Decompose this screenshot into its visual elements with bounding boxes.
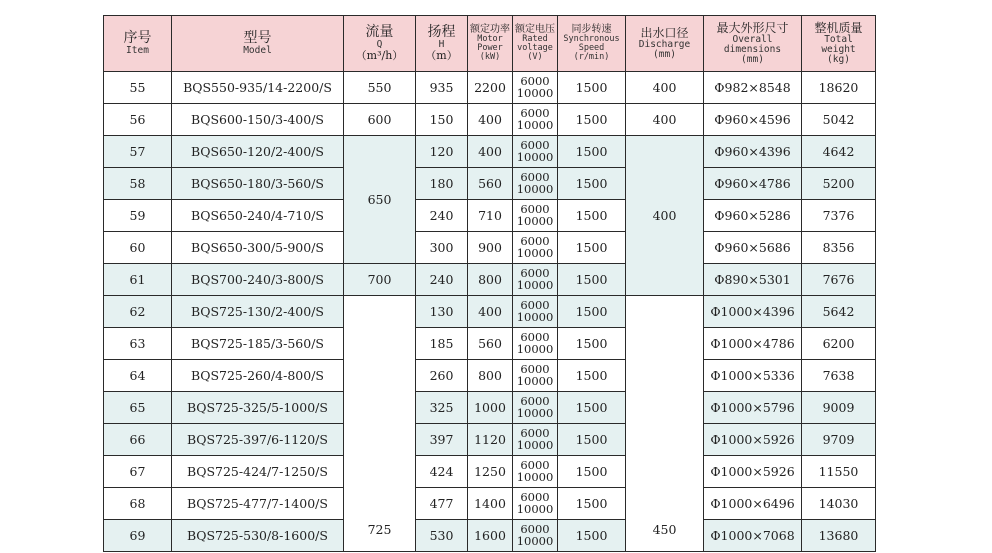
cell-discharge-merged xyxy=(626,296,704,552)
cell-flow-merged: 650 xyxy=(344,136,416,264)
voltage-1: 6000 xyxy=(520,457,550,472)
cell-flow-merged xyxy=(344,296,416,552)
voltage-2: 10000 xyxy=(516,309,554,324)
cell-model: BQS700-240/3-800/S xyxy=(172,264,344,296)
cell-weight: 4642 xyxy=(802,136,876,168)
cell-speed: 1500 xyxy=(558,168,626,200)
header-item: 序号 Item xyxy=(104,16,172,72)
table-row xyxy=(104,232,876,264)
cell-voltage xyxy=(513,488,558,520)
cell-dimensions: Φ1000×5926 xyxy=(704,456,802,488)
cell-item: 58 xyxy=(104,168,172,200)
cell-power: 800 xyxy=(468,264,513,296)
cell-head: 325 xyxy=(416,392,468,424)
cell-head: 240 xyxy=(416,200,468,232)
table-row xyxy=(104,296,876,328)
cell-speed: 1500 xyxy=(558,104,626,136)
cell-power: 400 xyxy=(468,104,513,136)
cell-item: 59 xyxy=(104,200,172,232)
cell-item: 65 xyxy=(104,392,172,424)
pump-spec-table xyxy=(103,15,876,552)
cell-voltage xyxy=(513,264,558,296)
cell-flow: 550 xyxy=(344,72,416,104)
cell-dimensions: Φ1000×5796 xyxy=(704,392,802,424)
cell-dimensions: Φ960×4786 xyxy=(704,168,802,200)
cell-weight: 7376 xyxy=(802,200,876,232)
cell-voltage xyxy=(513,520,558,552)
cell-weight: 5642 xyxy=(802,296,876,328)
cell-power: 1120 xyxy=(468,424,513,456)
cell-model: BQS725-424/7-1250/S xyxy=(172,456,344,488)
voltage-2: 10000 xyxy=(516,373,554,388)
cell-speed: 1500 xyxy=(558,520,626,552)
voltage-2: 10000 xyxy=(516,245,554,260)
table-row xyxy=(104,392,876,424)
cell-speed: 1500 xyxy=(558,296,626,328)
cell-speed: 1500 xyxy=(558,424,626,456)
table-row xyxy=(104,424,876,456)
cell-voltage xyxy=(513,104,558,136)
voltage-2: 10000 xyxy=(516,117,554,132)
cell-power: 400 xyxy=(468,296,513,328)
cell-item: 60 xyxy=(104,232,172,264)
cell-power: 1250 xyxy=(468,456,513,488)
cell-weight: 5042 xyxy=(802,104,876,136)
voltage-1: 6000 xyxy=(520,393,550,408)
cell-dimensions: Φ1000×6496 xyxy=(704,488,802,520)
cell-power: 2200 xyxy=(468,72,513,104)
cell-model: BQS600-150/3-400/S xyxy=(172,104,344,136)
cell-item: 61 xyxy=(104,264,172,296)
voltage-1: 6000 xyxy=(520,265,550,280)
header-speed: 同步转速 Synchronous Speed (r/min) xyxy=(558,16,626,72)
table-row xyxy=(104,136,876,168)
cell-voltage xyxy=(513,360,558,392)
header-head: 扬程 H （m） xyxy=(416,16,468,72)
cell-model: BQS725-260/4-800/S xyxy=(172,360,344,392)
cell-model: BQS650-180/3-560/S xyxy=(172,168,344,200)
flow-725-value: 725 xyxy=(367,522,392,537)
cell-flow: 700 xyxy=(344,264,416,296)
table-row xyxy=(104,328,876,360)
cell-discharge: 400 xyxy=(626,104,704,136)
cell-dimensions: Φ960×4396 xyxy=(704,136,802,168)
cell-weight: 7676 xyxy=(802,264,876,296)
cell-model: BQS725-530/8-1600/S xyxy=(172,520,344,552)
cell-item: 57 xyxy=(104,136,172,168)
cell-dimensions: Φ960×5286 xyxy=(704,200,802,232)
cell-dimensions: Φ1000×5336 xyxy=(704,360,802,392)
cell-item: 55 xyxy=(104,72,172,104)
cell-voltage xyxy=(513,232,558,264)
cell-power: 900 xyxy=(468,232,513,264)
cell-speed: 1500 xyxy=(558,360,626,392)
cell-item: 69 xyxy=(104,520,172,552)
cell-speed: 1500 xyxy=(558,456,626,488)
cell-power: 560 xyxy=(468,328,513,360)
cell-power: 400 xyxy=(468,136,513,168)
cell-power: 710 xyxy=(468,200,513,232)
cell-head: 397 xyxy=(416,424,468,456)
cell-weight: 5200 xyxy=(802,168,876,200)
cell-model: BQS650-300/5-900/S xyxy=(172,232,344,264)
table-row xyxy=(104,168,876,200)
cell-voltage xyxy=(513,72,558,104)
cell-weight: 6200 xyxy=(802,328,876,360)
cell-flow: 600 xyxy=(344,104,416,136)
cell-item: 68 xyxy=(104,488,172,520)
cell-weight: 9009 xyxy=(802,392,876,424)
cell-model: BQS725-477/7-1400/S xyxy=(172,488,344,520)
cell-speed: 1500 xyxy=(558,392,626,424)
cell-voltage xyxy=(513,200,558,232)
voltage-2: 10000 xyxy=(516,341,554,356)
cell-voltage xyxy=(513,168,558,200)
cell-item: 56 xyxy=(104,104,172,136)
cell-speed: 1500 xyxy=(558,232,626,264)
cell-model: BQS650-120/2-400/S xyxy=(172,136,344,168)
cell-head: 935 xyxy=(416,72,468,104)
voltage-2: 10000 xyxy=(516,469,554,484)
voltage-1: 6000 xyxy=(520,329,550,344)
voltage-2: 10000 xyxy=(516,213,554,228)
cell-power: 800 xyxy=(468,360,513,392)
cell-model: BQS725-130/2-400/S xyxy=(172,296,344,328)
voltage-2: 10000 xyxy=(516,181,554,196)
cell-item: 63 xyxy=(104,328,172,360)
cell-voltage xyxy=(513,328,558,360)
cell-speed: 1500 xyxy=(558,200,626,232)
cell-item: 67 xyxy=(104,456,172,488)
voltage-2: 10000 xyxy=(516,149,554,164)
cell-weight: 14030 xyxy=(802,488,876,520)
cell-head: 120 xyxy=(416,136,468,168)
cell-head: 180 xyxy=(416,168,468,200)
header-power: 额定功率 Motor Power (kW) xyxy=(468,16,513,72)
cell-voltage xyxy=(513,424,558,456)
table-row xyxy=(104,200,876,232)
voltage-2: 10000 xyxy=(516,437,554,452)
table-row xyxy=(104,264,876,296)
cell-model: BQS725-397/6-1120/S xyxy=(172,424,344,456)
cell-head: 260 xyxy=(416,360,468,392)
voltage-1: 6000 xyxy=(520,297,550,312)
cell-dimensions: Φ890×5301 xyxy=(704,264,802,296)
cell-power: 1400 xyxy=(468,488,513,520)
cell-dimensions: Φ1000×4396 xyxy=(704,296,802,328)
voltage-1: 6000 xyxy=(520,169,550,184)
table-row xyxy=(104,520,876,552)
table-row xyxy=(104,456,876,488)
cell-discharge-merged: 400 xyxy=(626,136,704,296)
table-header-row xyxy=(104,16,876,72)
voltage-1: 6000 xyxy=(520,521,550,536)
cell-model: BQS650-240/4-710/S xyxy=(172,200,344,232)
table-row xyxy=(104,72,876,104)
header-voltage: 额定电压 Rated voltage (V) xyxy=(513,16,558,72)
cell-speed: 1500 xyxy=(558,136,626,168)
cell-speed: 1500 xyxy=(558,488,626,520)
cell-discharge: 400 xyxy=(626,72,704,104)
cell-voltage xyxy=(513,296,558,328)
cell-head: 424 xyxy=(416,456,468,488)
header-dimensions: 最大外形尺寸 Overall dimensions (mm) xyxy=(704,16,802,72)
cell-head: 185 xyxy=(416,328,468,360)
cell-head: 477 xyxy=(416,488,468,520)
cell-model: BQS550-935/14-2200/S xyxy=(172,72,344,104)
voltage-2: 10000 xyxy=(516,85,554,100)
cell-dimensions: Φ982×8548 xyxy=(704,72,802,104)
cell-item: 62 xyxy=(104,296,172,328)
cell-head: 240 xyxy=(416,264,468,296)
cell-dimensions: Φ1000×4786 xyxy=(704,328,802,360)
cell-model: BQS725-185/3-560/S xyxy=(172,328,344,360)
cell-weight: 11550 xyxy=(802,456,876,488)
cell-weight: 13680 xyxy=(802,520,876,552)
cell-head: 130 xyxy=(416,296,468,328)
cell-dimensions: Φ960×4596 xyxy=(704,104,802,136)
voltage-1: 6000 xyxy=(520,105,550,120)
table-row xyxy=(104,360,876,392)
cell-model: BQS725-325/5-1000/S xyxy=(172,392,344,424)
cell-head: 150 xyxy=(416,104,468,136)
voltage-1: 6000 xyxy=(520,137,550,152)
cell-voltage xyxy=(513,456,558,488)
table-row xyxy=(104,488,876,520)
cell-power: 1600 xyxy=(468,520,513,552)
cell-item: 66 xyxy=(104,424,172,456)
cell-dimensions: Φ960×5686 xyxy=(704,232,802,264)
cell-voltage xyxy=(513,136,558,168)
voltage-1: 6000 xyxy=(520,489,550,504)
cell-weight: 18620 xyxy=(802,72,876,104)
cell-power: 560 xyxy=(468,168,513,200)
header-weight: 整机质量 Total weight (kg) xyxy=(802,16,876,72)
voltage-2: 10000 xyxy=(516,533,554,548)
cell-dimensions: Φ1000×5926 xyxy=(704,424,802,456)
cell-weight: 8356 xyxy=(802,232,876,264)
voltage-1: 6000 xyxy=(520,73,550,88)
cell-speed: 1500 xyxy=(558,328,626,360)
voltage-2: 10000 xyxy=(516,501,554,516)
table-row xyxy=(104,104,876,136)
cell-weight: 7638 xyxy=(802,360,876,392)
header-flow: 流量 Q （m³/h） xyxy=(344,16,416,72)
voltage-1: 6000 xyxy=(520,361,550,376)
discharge-450-value: 450 xyxy=(652,522,677,537)
cell-speed: 1500 xyxy=(558,264,626,296)
cell-voltage xyxy=(513,392,558,424)
voltage-1: 6000 xyxy=(520,233,550,248)
header-discharge: 出水口径 Discharge (mm) xyxy=(626,16,704,72)
cell-head: 300 xyxy=(416,232,468,264)
voltage-2: 10000 xyxy=(516,277,554,292)
voltage-2: 10000 xyxy=(516,405,554,420)
cell-head: 530 xyxy=(416,520,468,552)
header-model: 型号 Model xyxy=(172,16,344,72)
voltage-1: 6000 xyxy=(520,425,550,440)
cell-dimensions: Φ1000×7068 xyxy=(704,520,802,552)
voltage-1: 6000 xyxy=(520,201,550,216)
cell-item: 64 xyxy=(104,360,172,392)
cell-weight: 9709 xyxy=(802,424,876,456)
cell-power: 1000 xyxy=(468,392,513,424)
cell-speed: 1500 xyxy=(558,72,626,104)
